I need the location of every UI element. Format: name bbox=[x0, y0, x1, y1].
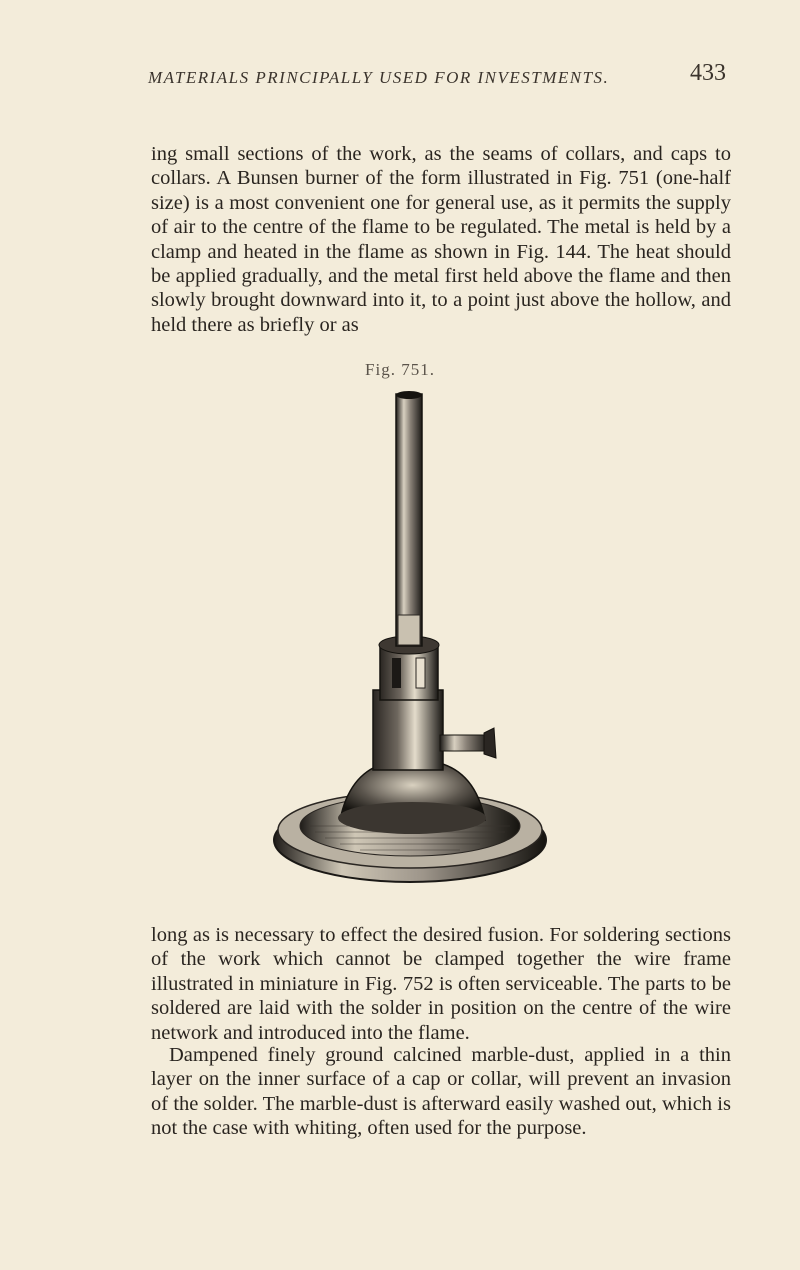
paragraph: ing small sections of the work, as the seams of collars, and caps to collars. A Bunsen burner of the form illustrated in Fig. 751 (one-half size) is a most convenient one for general use, as it permits the supply of air to the centre of the flame to be regulated. The metal is held by a clamp and heated in the flame as shown in Fig. 144. The heat should be applied gradually, and the metal first held above the flame and then slowly brought downward into it, to a point just above the hollow, and held there as briefly or as bbox=[151, 143, 731, 336]
paragraph: long as is necessary to effect the desired fusion. For soldering sections of the work which cannot be clamped together the wire frame illustrated in miniature in Fig. 752 is often serviceable. The parts to be soldered are laid with the solder in position on the centre of the wire network and introduced into the flame. bbox=[151, 924, 731, 1044]
figure-caption: Fig. 751. bbox=[365, 360, 435, 379]
paragraph: Dampened finely ground calcined marble-dust, applied in a thin layer on the inner surface of a cap or collar, will prevent an invasion of the solder. The marble-dust is afterward easily washed out, which is not the case with whiting, often used for the purpose. bbox=[151, 1044, 731, 1140]
page-number: 433 bbox=[690, 60, 726, 86]
bunsen-burner-icon bbox=[270, 390, 555, 910]
running-title: MATERIALS PRINCIPALLY USED FOR INVESTMENTS. bbox=[148, 68, 610, 87]
